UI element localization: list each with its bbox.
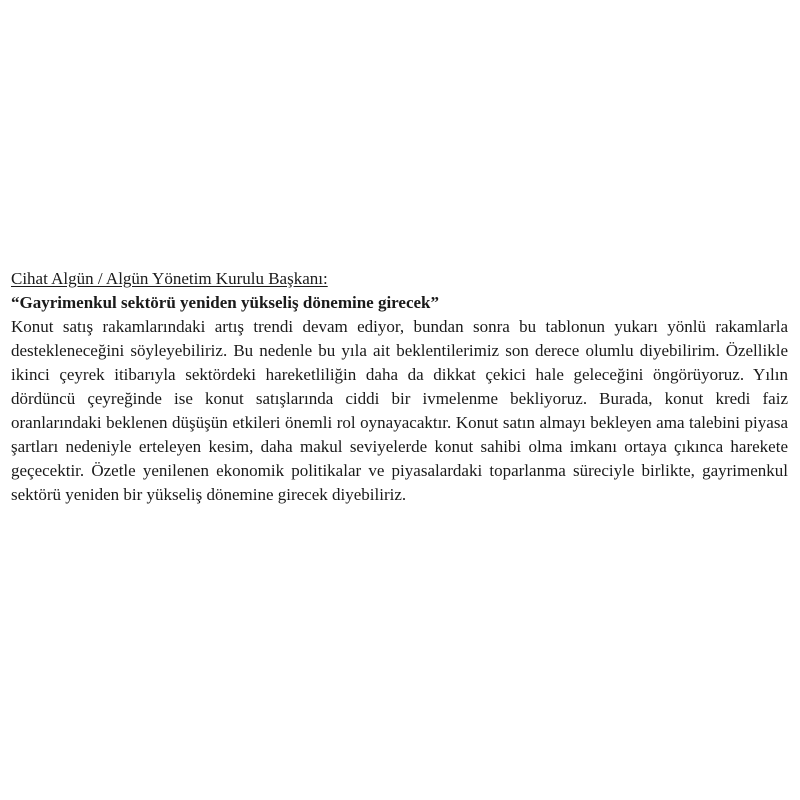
- article-body: Konut satış rakamlarındaki artış trendi devam ediyor, bundan sonra bu tablonun yukarı yönlü rakamlarla destekleneceğini söyleyebiliriz. Bu nedenle bu yıla ait beklentilerimiz son derece olumlu diyebilirim. Özellikle ikinci çeyrek itibarıyla sektördeki hareketliliğin daha da dikkat çekici hale geleceğini öngörüyoruz. Yılın dördüncü çeyreğinde ise konut satışlarında ciddi bir ivmelenme bekliyoruz. Burada, konut kredi faiz oranlarındaki beklenen düşüşün etkileri önemli rol oynayacaktır. Konut satın almayı bekleyen ama talebini piyasa şartları nedeniyle erteleyen kesim, daha makul seviyelerde konut sahibi olma imkanı ortaya çıkınca harekete geçecektir. Özetle yenilenen ekonomik politikalar ve piyasalardaki toparlanma süreciyle birlikte, gayrimenkul sektörü yeniden bir yükseliş dönemine girecek diyebiliriz.: [11, 317, 788, 504]
- article-block: [11, 267, 788, 507]
- byline: Cihat Algün / Algün Yönetim Kurulu Başkanı:: [11, 269, 328, 288]
- headline: “Gayrimenkul sektörü yeniden yükseliş dönemine girecek”: [11, 293, 440, 312]
